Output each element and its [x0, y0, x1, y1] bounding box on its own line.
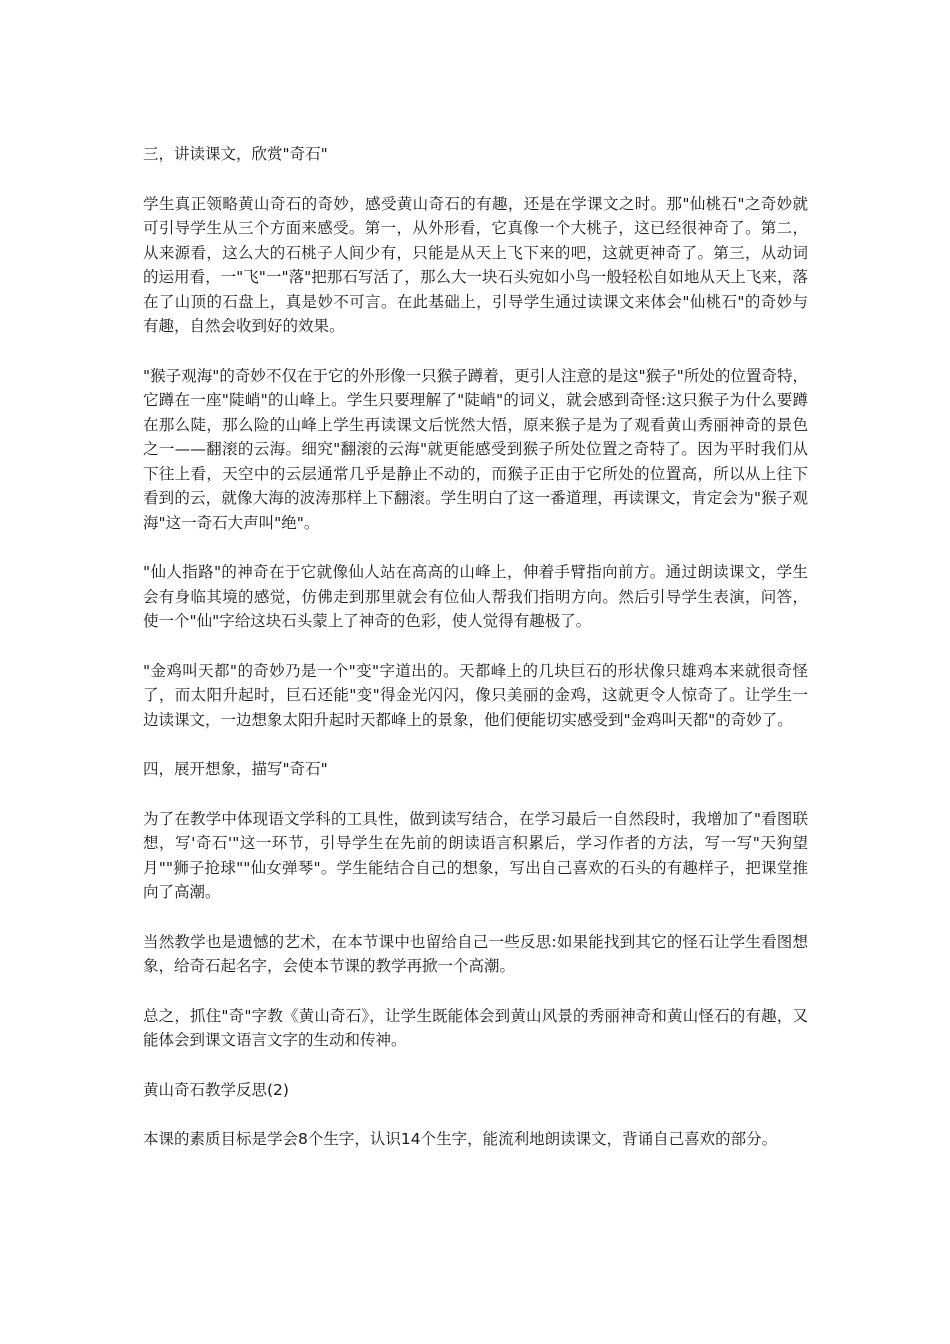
paragraph-summary: 总之，抓住"奇"字教《黄山奇石》，让学生既能体会到黄山风景的秀丽神奇和黄山怪石的有趣，又能体会到课文语言文字的生动和传神。: [143, 1006, 808, 1049]
section-heading-three: 三，讲读课文，欣赏"奇石": [143, 145, 328, 163]
paragraph-writing-task: 为了在教学中体现语文学科的工具性，做到读写结合，在学习最后一自然段时，我增加了"看图联想，写'奇石'"这一环节，引导学生在先前的朗读语言积累后，学习作者的方法，写一写"天狗望月""狮子抢球""仙女弹琴"。学生能结合自己的想象，写出自己喜欢的石头的有趣样子，把课堂推向了高潮。: [143, 809, 808, 901]
paragraph-xiantao-stone: 学生真正领略黄山奇石的奇妙，感受黄山奇石的有趣，还是在学课文之时。那"仙桃石"之奇妙就可引导学生从三个方面来感受。第一，从外形看，它真像一个大桃子，这已经很神奇了。第二，从来源看，这么大的石桃子人间少有，只能是从天上飞下来的吧，这就更神奇了。第三，从动词的运用看，一"飞"一"落"把那石写活了，那么大一块石头宛如小鸟一般轻松自如地从天上飞来，落在了山顶的石盘上，真是妙不可言。在此基础上，引导学生通过读课文来体会"仙桃石"的奇妙与有趣，自然会收到好的效果。: [143, 194, 808, 335]
paragraph-immortal-pointing: "仙人指路"的神奇在于它就像仙人站在高高的山峰上，伸着手臂指向前方。通过朗读课文，学生会有身临其境的感觉，仿佛走到那里就会有位仙人帮我们指明方向。然后引导学生表演，问答，使一个"仙"字给这块石头蒙上了神奇的色彩，使人觉得有趣极了。: [143, 563, 808, 630]
paragraph-reflection: 当然教学也是遗憾的艺术，在本节课中也留给自己一些反思:如果能找到其它的怪石让学生看图想象，给奇石起名字，会使本节课的教学再掀一个高潮。: [143, 932, 808, 975]
section-heading-four: 四，展开想象，描写"奇石": [143, 760, 328, 778]
paragraph-golden-rooster: "金鸡叫天都"的奇妙乃是一个"变"字道出的。天都峰上的几块巨石的形状像只雄鸡本来就很奇怪了，而太阳升起时，巨石还能"变"得金光闪闪，像只美丽的金鸡，这就更令人惊奇了。让学生一边读课文，一边想象太阳升起时天都峰上的景象，他们便能切实感受到"金鸡叫天都"的奇妙了。: [143, 661, 808, 729]
subtitle-reflection-2: 黄山奇石教学反思(2): [143, 1080, 289, 1099]
paragraph-monkey-sea: "猴子观海"的奇妙不仅在于它的外形像一只猴子蹲着，更引人注意的是这"猴子"所处的位置奇特，它蹲在一座"陡峭"的山峰上。学生只要理解了"陡峭"的词义，就会感到奇怪:这只猴子为什么要蹲在那么陡，那么险的山峰上学生再读课文后恍然大悟，原来猴子是为了观看黄山秀丽神奇的景色之一——翻滚的云海。细究"翻滚的云海"就更能感受到猴子所处位置之奇特了。因为平时我们从下往上看，天空中的云层通常几乎是静止不动的，而猴子正由于它所处的位置高，所以从上往下看到的云，就像大海的波涛那样上下翻滚。学生明白了这一番道理，再读课文，肯定会为"猴子观海"这一奇石大声叫"绝"。: [143, 366, 808, 532]
document-body: [143, 142, 808, 1177]
paragraph-goals: 本课的素质目标是学会8个生字，认识14个生字，能流利地朗读课文，背诵自己喜欢的部分。: [143, 1130, 778, 1148]
